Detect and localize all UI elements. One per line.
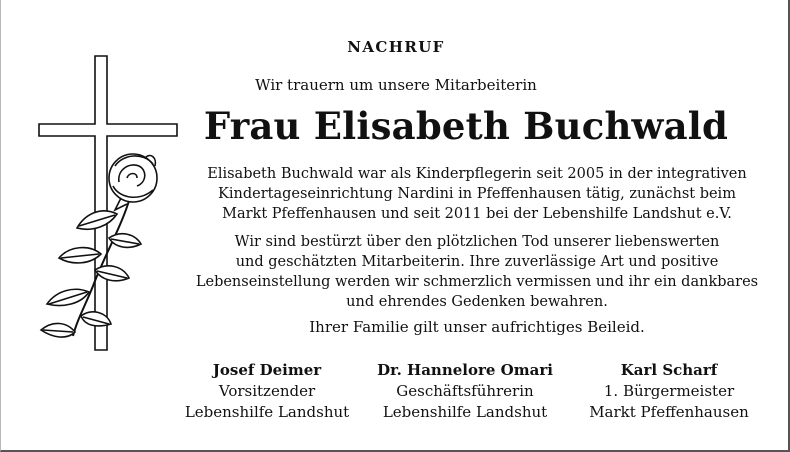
deceased-name: Frau Elisabeth Buchwald (203, 104, 729, 148)
signatory-organization: Lebenshilfe Landshut (382, 403, 548, 421)
signatory-name: Josef Deimer (212, 361, 322, 379)
signatory-organization: Lebenshilfe Landshut (184, 403, 350, 421)
signatory-block (365, 360, 565, 423)
paragraph-line: Elisabeth Buchwald war als Kinderpflegerin seit 2005 in der integrativen (207, 166, 747, 182)
signatory-organization: Markt Pfeffenhausen (589, 403, 749, 421)
condolence-paragraph (177, 232, 777, 312)
paragraph-line: Wir sind bestürzt über den plötzlichen Tod unserer liebenswerten (234, 234, 720, 250)
signatory-role: 1. Bürgermeister (603, 382, 735, 400)
paragraph-line: und ehrendes Gedenken bewahren. (346, 294, 608, 310)
closing-line: Ihrer Familie gilt unser aufrichtiges Beileid. (309, 318, 645, 336)
paragraph-line: und geschätzten Mitarbeiterin. Ihre zuverlässige Art und positive (235, 254, 719, 270)
signatory-block (167, 360, 367, 423)
paragraph-line: Kindertageseinrichtung Nardini in Pfeffenhausen tätig, zunächst beim (218, 186, 736, 202)
paragraph-line: Lebenseinstellung werden wir schmerzlich vermissen und ihr ein dankbares (195, 274, 759, 290)
notice-header: NACHRUF (347, 38, 445, 56)
intro-line: Wir trauern um unsere Mitarbeiterin (255, 76, 537, 94)
signatory-name: Karl Scharf (620, 361, 718, 379)
signatory-name: Dr. Hannelore Omari (377, 361, 553, 379)
cross-icon (35, 54, 185, 354)
paragraph-line: Markt Pfeffenhausen und seit 2011 bei der Lebenshilfe Landshut e.V. (222, 206, 732, 222)
biography-paragraph (177, 164, 777, 224)
signatory-role: Vorsitzender (218, 382, 316, 400)
signatory-block (569, 360, 769, 423)
signatory-role: Geschäftsführerin (396, 382, 534, 400)
